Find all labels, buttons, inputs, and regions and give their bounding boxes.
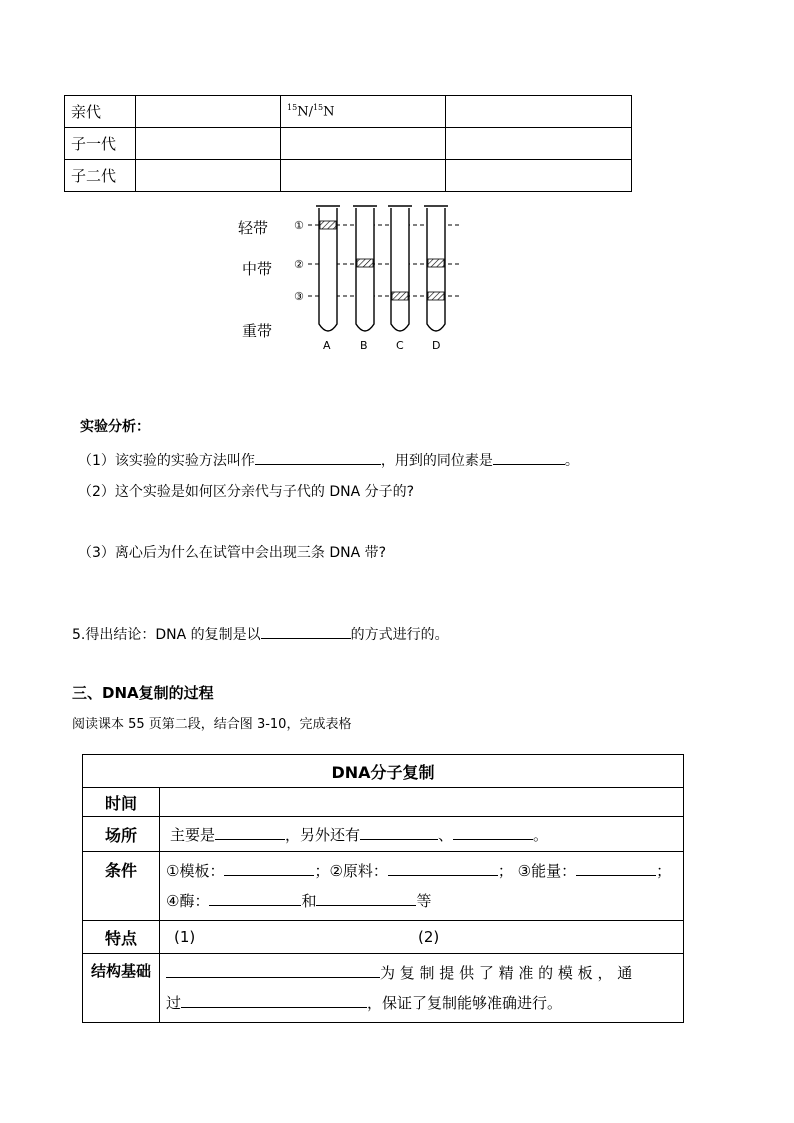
site-blank-1[interactable] bbox=[215, 823, 285, 840]
site-cell: 主要是 ，另外还有 、 。 bbox=[160, 817, 684, 852]
tube-b bbox=[356, 208, 374, 331]
band-d-middle bbox=[428, 259, 444, 267]
table-row bbox=[83, 817, 684, 852]
table-row bbox=[83, 921, 684, 954]
method-blank[interactable] bbox=[255, 450, 381, 465]
section-instruction: 阅读课本 55 页第二段，结合图 3-10，完成表格 bbox=[72, 717, 352, 732]
isotope-cell: $^{15}$N/$^{15}$N bbox=[281, 96, 446, 128]
table-row bbox=[65, 160, 632, 192]
middle-band-label: 中带 bbox=[242, 260, 273, 278]
generation-table bbox=[64, 95, 632, 192]
replication-table bbox=[82, 754, 684, 1023]
table-cell[interactable] bbox=[136, 128, 281, 160]
table-row bbox=[65, 96, 632, 128]
table-row bbox=[83, 755, 684, 788]
conclusion-blank[interactable] bbox=[261, 624, 351, 639]
condition-label: 条件 bbox=[83, 852, 160, 921]
band-d-heavy bbox=[428, 292, 444, 300]
template-blank[interactable] bbox=[224, 859, 314, 876]
basis-blank-1[interactable] bbox=[166, 961, 380, 978]
section-heading: 三、DNA复制的过程 bbox=[72, 684, 214, 702]
band-a-light bbox=[320, 221, 336, 229]
table-cell[interactable] bbox=[136, 96, 281, 128]
conclusion: 5.得出结论：DNA 的复制是以 的方式进行的。 bbox=[72, 624, 449, 644]
feature-cell[interactable]: (1) (2) bbox=[160, 921, 684, 954]
table-title: DNA分子复制 bbox=[83, 755, 684, 788]
tube-label-c: C bbox=[396, 339, 404, 352]
time-label: 时间 bbox=[83, 788, 160, 817]
enzyme-blank-1[interactable] bbox=[209, 889, 301, 906]
band-c-heavy bbox=[392, 292, 408, 300]
table-cell[interactable] bbox=[281, 160, 446, 192]
table-cell[interactable] bbox=[446, 128, 632, 160]
table-row bbox=[83, 788, 684, 817]
basis-cell: 为 复 制 提 供 了 精 准 的 模 板 ， 通 过 ，保证了复制能够准确进行。 bbox=[160, 954, 684, 1023]
table-row bbox=[83, 954, 684, 1023]
tube-d bbox=[427, 208, 445, 331]
heavy-band-label: 重带 bbox=[242, 322, 273, 340]
basis-label: 结构基础 bbox=[83, 954, 160, 1023]
isotope-blank[interactable] bbox=[493, 450, 565, 465]
site-label: 场所 bbox=[83, 817, 160, 852]
analysis-title: 实验分析： bbox=[80, 419, 150, 435]
tube-label-b: B bbox=[360, 339, 368, 352]
table-cell[interactable] bbox=[446, 96, 632, 128]
marker-3: ③ bbox=[294, 290, 304, 303]
enzyme-blank-2[interactable] bbox=[316, 889, 416, 906]
row-label: 亲代 bbox=[65, 96, 136, 128]
centrifuge-figure bbox=[230, 196, 470, 356]
table-row bbox=[83, 852, 684, 921]
question-1: （1）该实验的实验方法叫作 ，用到的同位素是 。 bbox=[78, 450, 579, 470]
table-cell[interactable] bbox=[446, 160, 632, 192]
row-label: 子一代 bbox=[65, 128, 136, 160]
tube-c bbox=[391, 208, 409, 331]
row-label: 子二代 bbox=[65, 160, 136, 192]
time-cell[interactable] bbox=[160, 788, 684, 817]
feature-label: 特点 bbox=[83, 921, 160, 954]
site-blank-3[interactable] bbox=[453, 823, 533, 840]
table-cell[interactable] bbox=[136, 160, 281, 192]
light-band-label: 轻带 bbox=[238, 219, 269, 237]
question-2: （2）这个实验是如何区分亲代与子代的 DNA 分子的? bbox=[78, 484, 415, 500]
energy-blank[interactable] bbox=[576, 859, 656, 876]
marker-1: ① bbox=[294, 219, 304, 232]
tube-label-a: A bbox=[323, 339, 331, 352]
site-blank-2[interactable] bbox=[360, 823, 438, 840]
question-3: （3）离心后为什么在试管中会出现三条 DNA 带? bbox=[78, 545, 387, 561]
table-row bbox=[65, 128, 632, 160]
condition-cell: ①模板： ；②原料： ； ③能量： ； ④酶： 和 等 bbox=[160, 852, 684, 921]
table-cell[interactable] bbox=[281, 128, 446, 160]
tube-label-d: D bbox=[432, 339, 441, 352]
band-b-middle bbox=[357, 259, 373, 267]
material-blank[interactable] bbox=[388, 859, 498, 876]
basis-blank-2[interactable] bbox=[181, 991, 367, 1008]
marker-2: ② bbox=[294, 258, 304, 271]
